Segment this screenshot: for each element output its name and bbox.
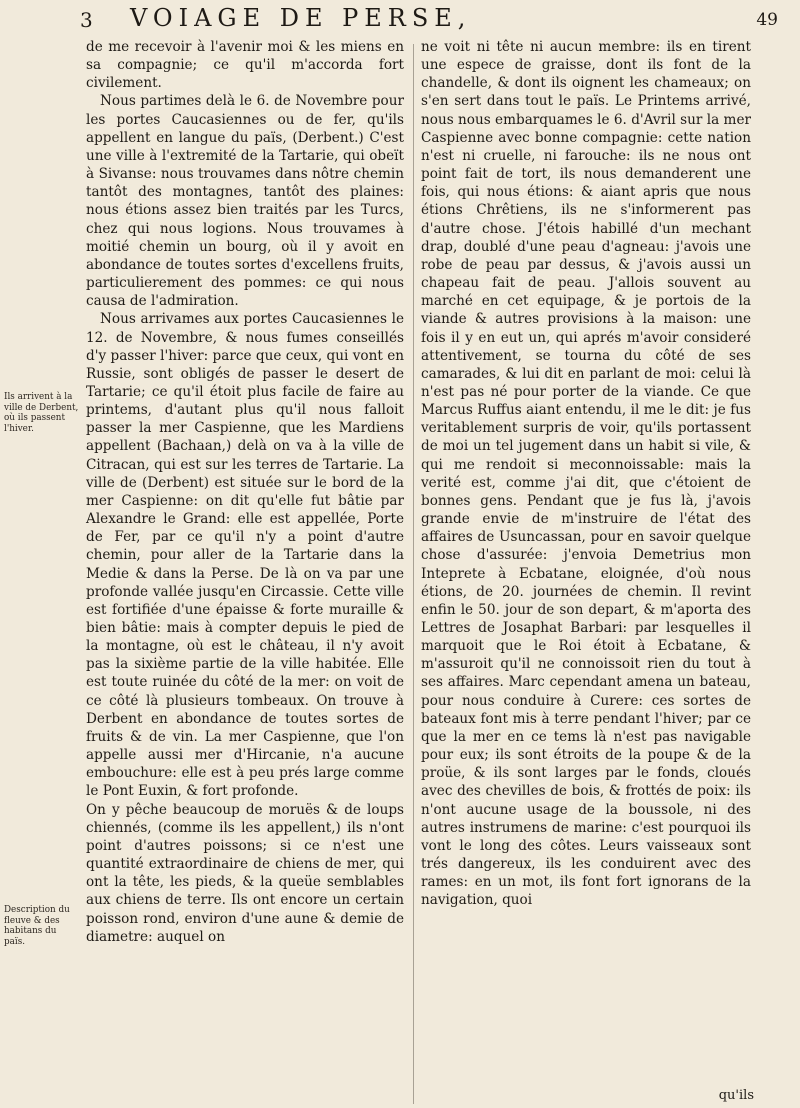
catchword: qu'ils	[718, 1088, 754, 1103]
paragraph: Nous partimes delà le 6. de Novembre pour les portes Caucasiennes ou de fer, qu'ils appellent en langue du païs, (Derbent.) C'est une ville à l'extremité de la Tartarie, qui obeït à Sivanse: nous trouvames dans nôtre chemin tantôt des montagnes, tantôt des plaines: nous étions assez bien traités par les Turcs, chez qui nous logions. Nous trouvames à moitié chemin un bourg, où il y avoit en abondance de toutes sortes d'excellens fruits, particulierement des pommes: ce qui nous causa de l'admiration.	[86, 93, 404, 310]
paragraph: ne voit ni tête ni aucun membre: ils en tirent une espece de graisse, dont ils font de la chandelle, & dont ils oignent les chameaux; on s'en sert dans tout le païs. Le Printems arrivé, nous nous embarquames le 6. d'Avril sur la mer Caspienne avec bonne compagnie: cette nation n'est ni cruelle, ni farouche: ils ne nous ont point fait de tort, ils nous demanderent une fois, qui nous étions: & aiant apris que nous étions Chrêtiens, ils ne s'informerent pas d'autre chose. J'étois habillé d'un mechant drap, doublé d'une peau d'agneau: j'avois une robe de peau par dessus, & j'avois aussi un chapeau fait de peau. J'allois souvent au marché en cet equipage, & je portois de la viande & autres provisions à la maison: une fois il y en eut un, qui aprés m'avoir consideré attentivement, se tourna du côté de ses camarades, & lui dit en parlant de moi: celui là n'est pas né pour porter de la viande. Ce que Marcus Ruffus aiant entendu, il me le dit: je fus veritablement surpris de voir, qu'ils portassent de moi un tel jugement dans un habit si vile, & qui me rendoit si meconnoissable: mais la verité est, comme j'ai dit, que c'étoient de bonnes gens. Pendant que je fus là, j'avois grande envie de m'instruire de l'état des affaires de Usuncassan, pour en savoir quelque chose d'assurée: j'envoia Demetrius mon Inteprete à Ecbatane, eloignée, d'où nous étions, de 20. journées de chemin. Il revint enfin le 50. jour de son depart, & m'aporta des Lettres de Josaphat Barbari: par lesquelles il marquoit que le Roi étoit à Ecbatane, & m'assuroit qu'il ne connoissoit rien du tout à ses affaires. Marc cependant amena un bateau, pour nous conduire à Curere: ces sortes de bateaux font mis à terre pendant l'hiver; par ce que la mer en ce tems là n'est pas navigable pour eux; ils sont étroits de la poupe & de la proüe, & ils sont larges par le fonds, cloués avec des chevilles de bois, & frottés de poix: ils n'ont aucune usage de la boussole, ni des autres instrumens de marine: c'est pourquoi ils vont le long des côtes. Leurs vaisseaux sont trés dangereux, ils les conduirent avec des rames: en un mot, ils font fort ignorans de la navigation, quoi	[421, 39, 751, 909]
right-column	[421, 38, 751, 910]
left-column	[86, 38, 404, 946]
running-title: VOIAGE DE PERSE,	[130, 4, 472, 32]
page-number-right: 49	[756, 10, 778, 30]
margin-note-derbent: Ils arrivent à la ville de Derbent, où ils passent l'hiver.	[4, 392, 79, 434]
margin-note-fleuve: Description du fleuve & des habitans du païs.	[4, 905, 70, 947]
column-divider	[413, 44, 414, 1104]
page-header	[70, 4, 790, 36]
page-number-left: 3	[80, 8, 93, 32]
paragraph: Nous arrivames aux portes Caucasiennes le 12. de Novembre, & nous fumes conseillés d'y passer l'hiver: parce que ceux, qui vont en Russie, sont obligés de passer le desert de Tartarie; ce qu'il étoit plus facile de faire au printems, d'autant plus qu'il nous falloit passer la mer Caspienne, que les Mardiens appellent (Bachaan,) delà on va à la ville de Citracan, qui est sur les terres de Tartarie. La ville de (Derbent) est située sur le bord de la mer Caspienne: on dit qu'elle fut bâtie par Alexandre le Grand: elle est appellée, Porte de Fer, par ce qu'il n'y a point d'autre chemin, pour aller de la Tartarie dans la Medie & dans la Perse. De là on va par une profonde vallée jusqu'en Circassie. Cette ville est fortifiée d'une épaisse & forte muraille & bien bâtie: mais à compter depuis le pied de la montagne, où est le château, il n'y avoit pas la sixième partie de la ville habitée. Elle est toute ruinée du côté de la mer: on voit de ce côté là plusieurs tombeaux. On trouve à Derbent en abondance de toutes sortes de fruits & de vin. La mer Caspienne, que l'on appelle aussi mer d'Hircanie, n'a aucune embouchure: elle est à peu prés large comme le Pont Euxin, & fort profonde.	[86, 311, 404, 800]
paragraph: On y pêche beaucoup de moruës & de loups chiennés, (comme ils les appellent,) ils n'ont point d'autres poissons; si ce n'est une quantité extraordinaire de chiens de mer, qui ont la tête, les pieds, & la queüe semblables aux chiens de terre. Ils ont encore un certain poisson rond, environ d'une aune & demie de diametre: auquel on	[86, 801, 404, 945]
paragraph: de me recevoir à l'avenir moi & les miens en sa compagnie; ce qu'il m'accorda fort civilement.	[86, 39, 404, 92]
